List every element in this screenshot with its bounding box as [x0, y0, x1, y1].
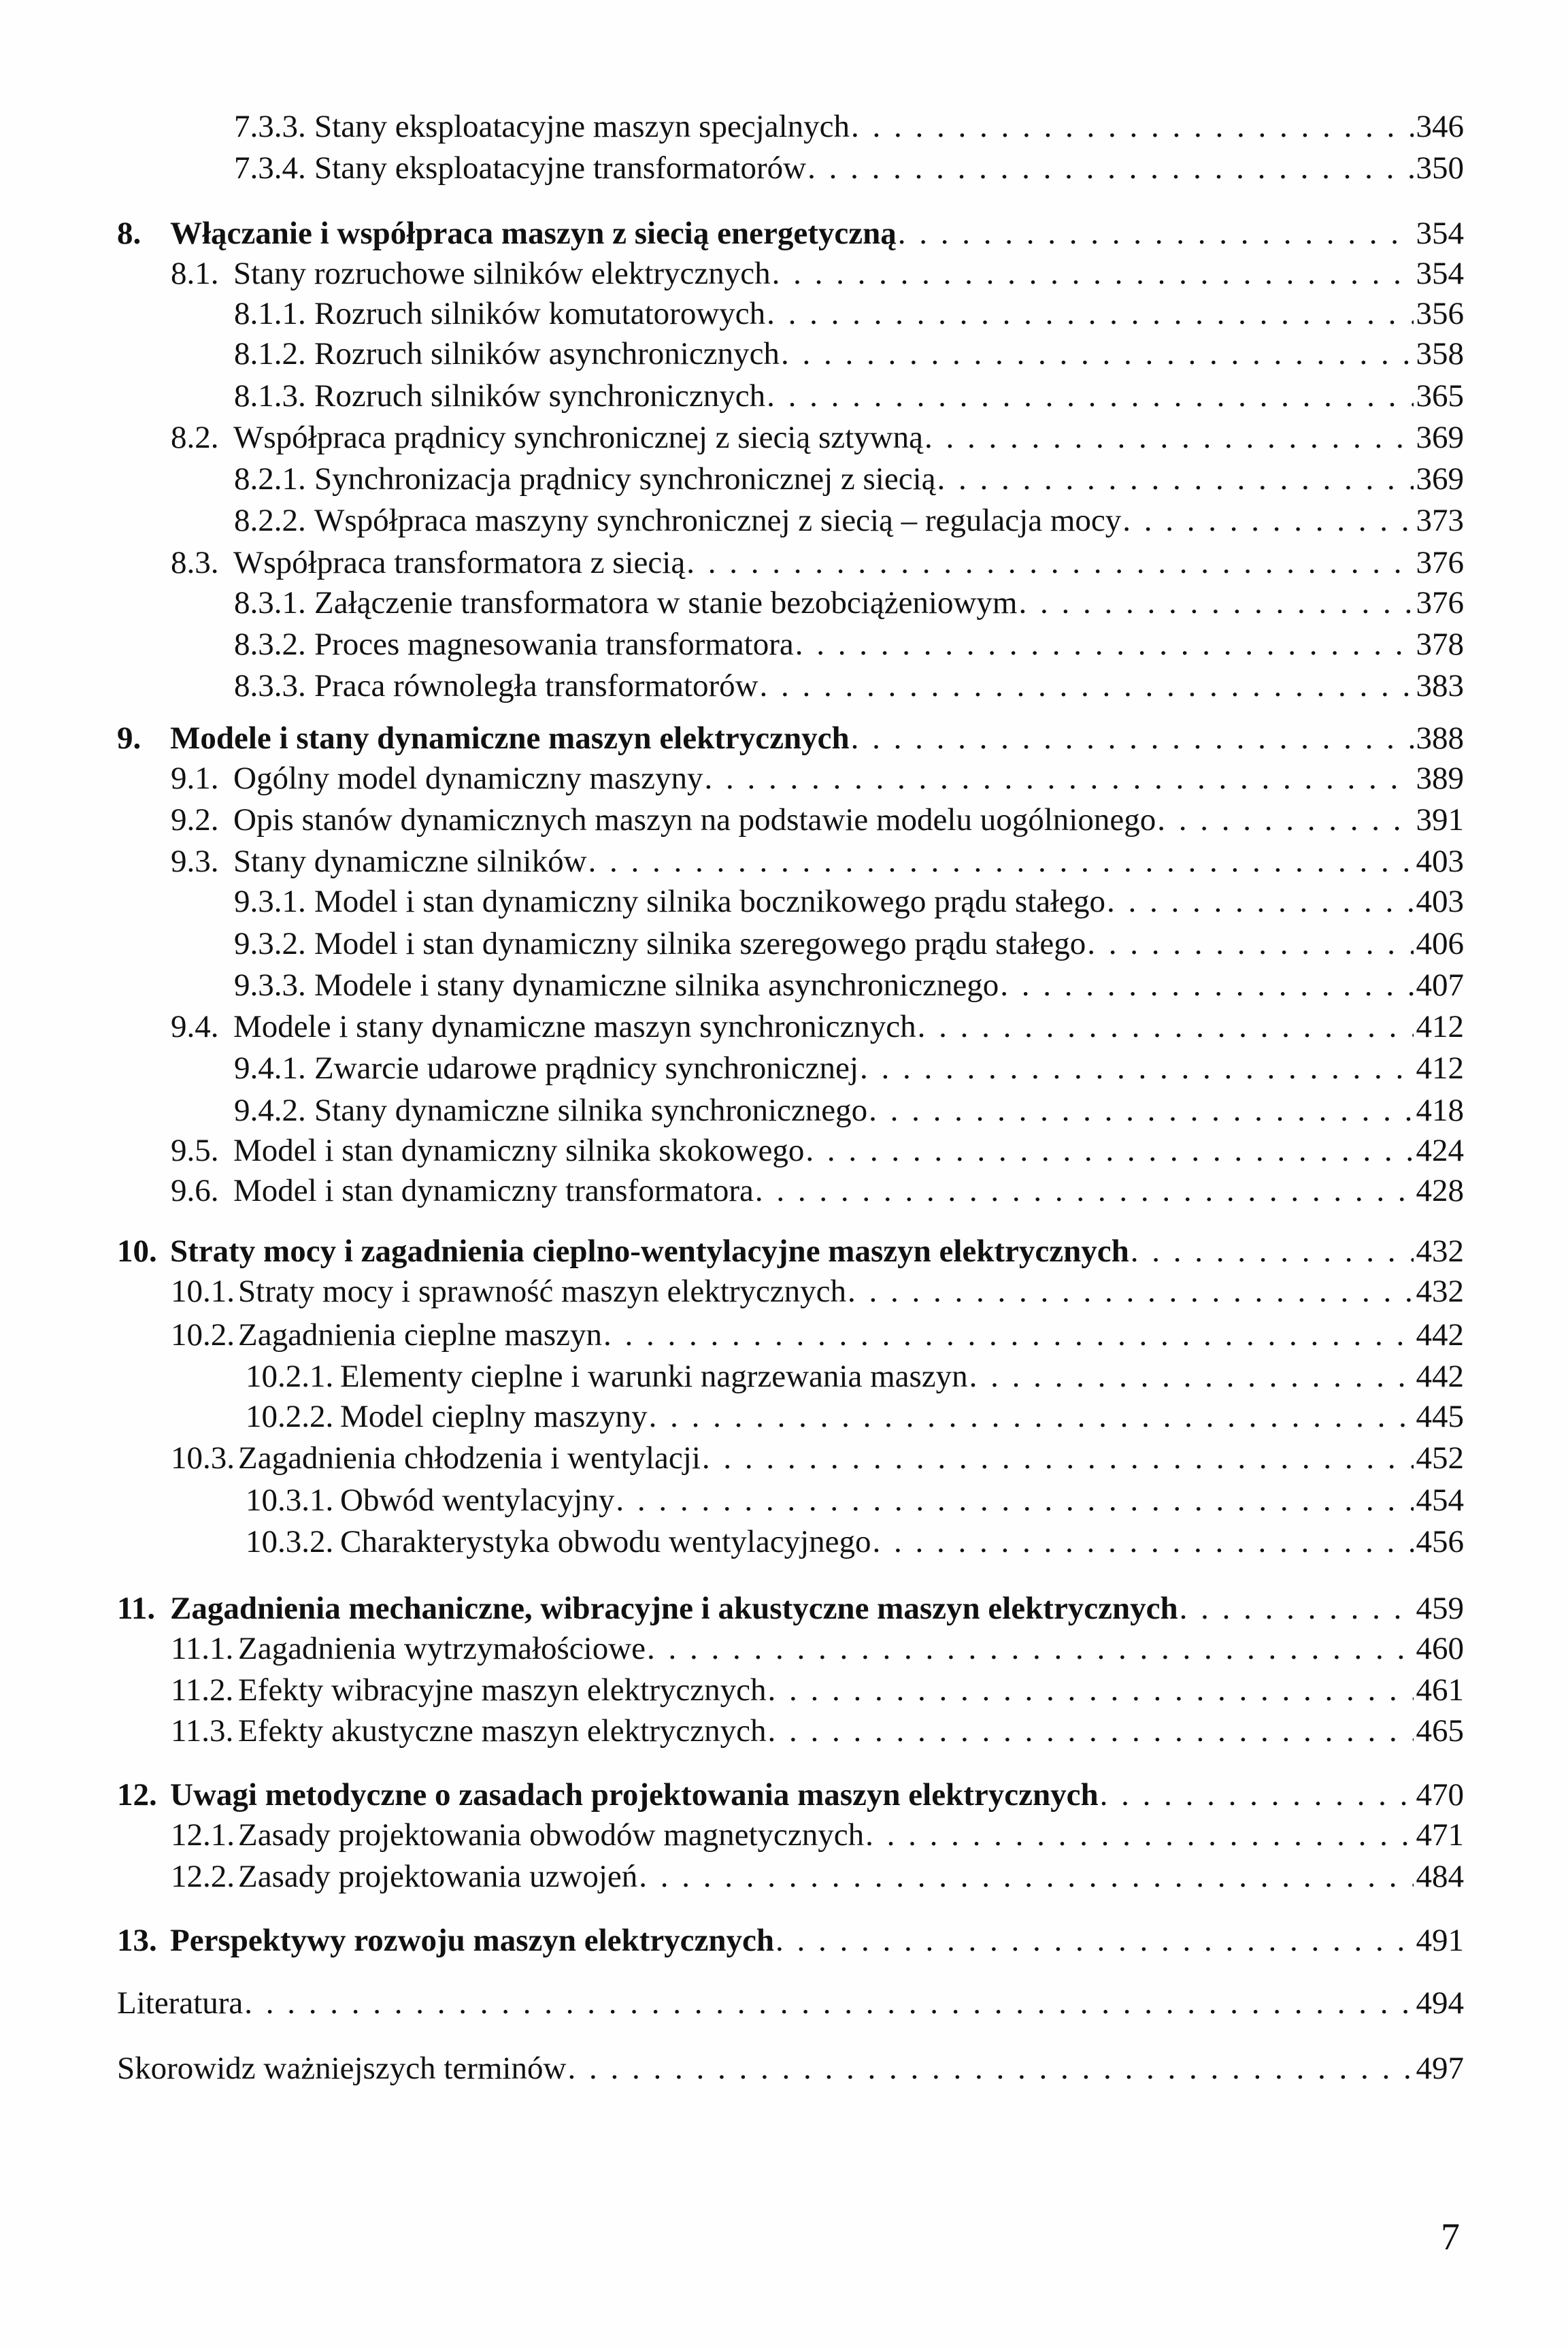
dot-leader — [567, 2048, 1414, 2089]
toc-entry[interactable] — [0, 293, 1568, 334]
section-number: 8.3. — [171, 545, 219, 580]
dot-leader — [781, 333, 1414, 374]
dot-leader — [918, 1006, 1414, 1047]
dot-leader — [686, 542, 1414, 583]
dot-leader — [705, 758, 1414, 799]
dot-leader — [1180, 1588, 1414, 1629]
toc-chapter[interactable] — [0, 213, 1568, 254]
page-ref: 445 — [1416, 1399, 1464, 1434]
section-number: 8.3.1. — [234, 585, 306, 621]
toc-entry[interactable] — [0, 965, 1568, 1006]
dot-leader — [767, 376, 1414, 416]
section-number: 10.2.2. — [246, 1399, 334, 1434]
page-ref: 460 — [1416, 1631, 1464, 1666]
dot-leader — [588, 841, 1414, 882]
toc-entry[interactable] — [0, 1628, 1568, 1669]
dot-leader — [851, 106, 1414, 147]
section-number: 9.4.1. — [234, 1051, 306, 1086]
toc-entry[interactable] — [0, 1314, 1568, 1355]
dot-leader — [1087, 923, 1414, 964]
page-ref: 424 — [1416, 1133, 1464, 1168]
dot-leader — [860, 1048, 1414, 1089]
toc-entry[interactable] — [0, 758, 1568, 799]
section-title: Modele i stany dynamiczne maszyn synchronicznych — [233, 1009, 916, 1044]
page-ref: 459 — [1416, 1591, 1464, 1626]
page-ref: 358 — [1416, 336, 1464, 371]
section-title: Rozruch silników asynchronicznych — [314, 336, 780, 371]
chapter-number: 9. — [117, 721, 141, 756]
section-number: 7.3.4. — [234, 150, 306, 186]
toc-entry[interactable] — [0, 148, 1568, 188]
section-number: 8.1.1. — [234, 296, 306, 331]
section-number: 8.2. — [171, 420, 219, 455]
dot-leader — [702, 1438, 1414, 1478]
section-title: Zagadnienia cieplne maszyn — [238, 1317, 603, 1353]
page-ref: 418 — [1416, 1093, 1464, 1128]
section-title: Współpraca maszyny synchronicznej z siecią – regulacja mocy — [314, 503, 1122, 538]
chapter-title: Zagadnienia mechaniczne, wibracyjne i akustyczne maszyn elektrycznych — [170, 1591, 1178, 1626]
page-ref: 378 — [1416, 627, 1464, 662]
dot-leader — [775, 1920, 1414, 1961]
toc-entry[interactable] — [0, 417, 1568, 458]
page-ref: 452 — [1416, 1440, 1464, 1476]
page-ref: 491 — [1416, 1923, 1464, 1958]
dot-leader — [647, 1628, 1414, 1669]
toc-entry[interactable] — [0, 333, 1568, 374]
toc-entry[interactable] — [0, 1048, 1568, 1089]
section-number: 8.1.3. — [234, 378, 306, 414]
section-title: Stany eksploatacyjne transformatorów — [314, 150, 807, 186]
section-title: Efekty wibracyjne maszyn elektrycznych — [238, 1672, 767, 1708]
page-ref: 497 — [1416, 2051, 1464, 2086]
section-title: Straty mocy i sprawność maszyn elektrycznych — [238, 1274, 847, 1309]
toc-entry[interactable] — [0, 799, 1568, 840]
toc-chapter[interactable] — [0, 718, 1568, 759]
page-ref: 354 — [1416, 216, 1464, 251]
page-ref: 403 — [1416, 844, 1464, 879]
page-ref: 484 — [1416, 1859, 1464, 1894]
section-number: 12.2. — [171, 1859, 235, 1894]
page-ref: 373 — [1416, 503, 1464, 538]
section-title: Skorowidz ważniejszych terminów — [117, 2051, 567, 2086]
section-number: 9.4. — [171, 1009, 219, 1044]
section-number: 11.3. — [171, 1713, 234, 1749]
page-ref: 383 — [1416, 668, 1464, 704]
dot-leader — [767, 1670, 1414, 1710]
dot-leader — [639, 1856, 1414, 1897]
page-ref: 376 — [1416, 545, 1464, 580]
section-number: 10.3. — [171, 1440, 235, 1476]
toc-entry[interactable] — [0, 1271, 1568, 1312]
page-number: 7 — [1441, 2216, 1460, 2258]
section-number: 7.3.3. — [234, 109, 306, 144]
section-number: 9.5. — [171, 1133, 219, 1168]
section-title: Stany eksploatacyjne maszyn specjalnych — [314, 109, 850, 144]
section-title: Współpraca transformatora z siecią — [233, 545, 686, 580]
chapter-title: Włączanie i współpraca maszyn z siecią energetyczną — [170, 216, 897, 251]
page-ref: 442 — [1416, 1359, 1464, 1394]
section-title: Model i stan dynamiczny transformatora — [233, 1173, 754, 1208]
toc-entry[interactable] — [0, 376, 1568, 416]
section-number: 8.1.2. — [234, 336, 306, 371]
section-number: 8.2.1. — [234, 461, 306, 497]
section-number: 9.3. — [171, 844, 219, 879]
dot-leader — [1019, 582, 1414, 623]
dot-leader — [755, 1170, 1414, 1211]
toc-entry[interactable] — [0, 253, 1568, 294]
toc-entry[interactable] — [0, 1480, 1568, 1521]
page-ref: 465 — [1416, 1713, 1464, 1749]
toc-chapter[interactable] — [0, 1920, 1568, 1961]
toc-chapter[interactable] — [0, 1231, 1568, 1272]
section-title: Zasady projektowania obwodów magnetycznych — [238, 1817, 865, 1853]
section-number: 8.1. — [171, 256, 219, 291]
section-title: Obwód wentylacyjny — [340, 1483, 615, 1518]
toc-entry[interactable] — [0, 500, 1568, 541]
section-title: Model i stan dynamiczny silnika szeregowego prądu stałego — [314, 926, 1086, 961]
page-ref: 412 — [1416, 1051, 1464, 1086]
chapter-title: Modele i stany dynamiczne maszyn elektrycznych — [170, 721, 850, 756]
section-title: Literatura — [117, 1985, 244, 2021]
dot-leader — [1122, 500, 1414, 541]
toc-entry-literature[interactable] — [0, 1983, 1568, 2023]
page-ref: 388 — [1416, 721, 1464, 756]
section-number: 11.1. — [171, 1631, 234, 1666]
section-number: 10.3.2. — [246, 1524, 334, 1559]
section-title: Efekty akustyczne maszyn elektrycznych — [238, 1713, 767, 1749]
page-ref: 432 — [1416, 1234, 1464, 1269]
dot-leader — [807, 148, 1414, 188]
toc-entry[interactable] — [0, 1130, 1568, 1171]
page-ref: 365 — [1416, 378, 1464, 414]
page-ref: 494 — [1416, 1985, 1464, 2021]
dot-leader — [869, 1090, 1414, 1131]
toc-entry[interactable] — [0, 459, 1568, 499]
dot-leader — [851, 718, 1414, 759]
page-ref: 456 — [1416, 1524, 1464, 1559]
chapter-number: 8. — [117, 216, 141, 251]
section-number: 9.1. — [171, 761, 219, 796]
page-ref: 470 — [1416, 1777, 1464, 1813]
page-ref: 412 — [1416, 1009, 1464, 1044]
section-title: Ogólny model dynamiczny maszyny — [233, 761, 703, 796]
section-number: 9.2. — [171, 802, 219, 838]
toc-entry[interactable] — [0, 1006, 1568, 1047]
page-ref: 428 — [1416, 1173, 1464, 1208]
toc-entry[interactable] — [0, 1710, 1568, 1751]
page-ref: 391 — [1416, 802, 1464, 838]
page-ref: 389 — [1416, 761, 1464, 796]
section-number: 10.1. — [171, 1274, 235, 1309]
section-number: 9.6. — [171, 1173, 219, 1208]
dot-leader — [805, 1130, 1414, 1171]
page-ref: 350 — [1416, 150, 1464, 186]
section-title: Model i stan dynamiczny silnika skokowego — [233, 1133, 805, 1168]
chapter-number: 10. — [117, 1234, 157, 1269]
dot-leader — [649, 1396, 1414, 1437]
page-ref: 471 — [1416, 1817, 1464, 1853]
section-number: 12.1. — [171, 1817, 235, 1853]
toc-entry[interactable] — [0, 1396, 1568, 1437]
dot-leader — [1157, 799, 1414, 840]
page-ref: 369 — [1416, 420, 1464, 455]
toc-entry[interactable] — [0, 1856, 1568, 1897]
toc-entry[interactable] — [0, 582, 1568, 623]
dot-leader — [767, 293, 1414, 334]
chapter-number: 12. — [117, 1777, 157, 1813]
toc-entry[interactable] — [0, 1521, 1568, 1562]
section-number: 9.3.2. — [234, 926, 306, 961]
section-number: 8.3.3. — [234, 668, 306, 704]
page-ref: 369 — [1416, 461, 1464, 497]
dot-leader — [603, 1314, 1414, 1355]
section-title: Praca równoległa transformatorów — [314, 668, 758, 704]
dot-leader — [767, 1710, 1414, 1751]
page-ref: 461 — [1416, 1672, 1464, 1708]
dot-leader — [1107, 881, 1414, 922]
chapter-number: 13. — [117, 1923, 157, 1958]
toc-entry[interactable] — [0, 881, 1568, 922]
toc-entry-index[interactable] — [0, 2048, 1568, 2089]
page-ref: 454 — [1416, 1483, 1464, 1518]
dot-leader — [244, 1983, 1414, 2023]
dot-leader — [898, 213, 1414, 254]
page-ref: 346 — [1416, 109, 1464, 144]
page-ref: 356 — [1416, 296, 1464, 331]
section-number: 10.2. — [171, 1317, 235, 1353]
dot-leader — [937, 459, 1414, 499]
section-title: Proces magnesowania transformatora — [314, 627, 794, 662]
dot-leader — [1131, 1231, 1414, 1272]
section-title: Załączenie transformatora w stanie bezobciążeniowym — [314, 585, 1018, 621]
section-number: 9.3.1. — [234, 884, 306, 919]
section-title: Rozruch silników komutatorowych — [314, 296, 766, 331]
section-title: Model i stan dynamiczny silnika bocznikowego prądu stałego — [314, 884, 1105, 919]
section-title: Elementy cieplne i warunki nagrzewania maszyn — [340, 1359, 968, 1394]
dot-leader — [865, 1815, 1414, 1855]
page-ref: 403 — [1416, 884, 1464, 919]
section-title: Synchronizacja prądnicy synchronicznej z siecią — [314, 461, 936, 497]
dot-leader — [616, 1480, 1414, 1521]
section-number: 10.2.1. — [246, 1359, 334, 1394]
section-title: Model cieplny maszyny — [340, 1399, 648, 1434]
toc-entry[interactable] — [0, 923, 1568, 964]
toc-chapter[interactable] — [0, 1588, 1568, 1629]
page-ref: 354 — [1416, 256, 1464, 291]
page-ref: 406 — [1416, 926, 1464, 961]
toc-entry[interactable] — [0, 1170, 1568, 1211]
dot-leader — [924, 417, 1414, 458]
toc-entry[interactable] — [0, 1356, 1568, 1397]
section-number: 9.3.3. — [234, 968, 306, 1003]
toc-entry[interactable] — [0, 624, 1568, 665]
section-title: Opis stanów dynamicznych maszyn na podstawie modelu uogólnionego — [233, 802, 1156, 838]
toc-entry[interactable] — [0, 542, 1568, 583]
toc-entry[interactable] — [0, 106, 1568, 147]
chapter-title: Uwagi metodyczne o zasadach projektowania maszyn elektrycznych — [170, 1777, 1099, 1813]
section-number: 11.2. — [171, 1672, 234, 1708]
section-title: Stany dynamiczne silnika synchronicznego — [314, 1093, 868, 1128]
section-title: Zagadnienia wytrzymałościowe — [238, 1631, 646, 1666]
page-ref: 407 — [1416, 968, 1464, 1003]
section-title: Stany rozruchowe silników elektrycznych — [233, 256, 771, 291]
chapter-title: Straty mocy i zagadnienia cieplno-wentylacyjne maszyn elektrycznych — [170, 1234, 1129, 1269]
section-number: 10.3.1. — [246, 1483, 334, 1518]
chapter-number: 11. — [117, 1591, 156, 1626]
dot-leader — [760, 665, 1414, 706]
toc-entry[interactable] — [0, 665, 1568, 706]
section-number: 9.4.2. — [234, 1093, 306, 1128]
section-title: Modele i stany dynamiczne silnika asynchronicznego — [314, 968, 999, 1003]
page-ref: 432 — [1416, 1274, 1464, 1309]
dot-leader — [873, 1521, 1414, 1562]
section-number: 8.3.2. — [234, 627, 306, 662]
dot-leader — [969, 1356, 1414, 1397]
section-title: Charakterystyka obwodu wentylacyjnego — [340, 1524, 871, 1559]
dot-leader — [1100, 1774, 1414, 1815]
toc-entry[interactable] — [0, 841, 1568, 882]
section-title: Współpraca prądnicy synchronicznej z siecią sztywną — [233, 420, 923, 455]
dot-leader — [848, 1271, 1414, 1312]
section-number: 8.2.2. — [234, 503, 306, 538]
toc-chapter[interactable] — [0, 1774, 1568, 1815]
dot-leader — [795, 624, 1414, 665]
dot-leader — [1000, 965, 1414, 1006]
toc-entry[interactable] — [0, 1670, 1568, 1710]
page-ref: 442 — [1416, 1317, 1464, 1353]
chapter-title: Perspektywy rozwoju maszyn elektrycznych — [170, 1923, 775, 1958]
section-title: Zagadnienia chłodzenia i wentylacji — [238, 1440, 701, 1476]
section-title: Zasady projektowania uzwojeń — [238, 1859, 638, 1894]
toc-entry[interactable] — [0, 1090, 1568, 1131]
page-ref: 376 — [1416, 585, 1464, 621]
toc-entry[interactable] — [0, 1438, 1568, 1478]
section-title: Rozruch silników synchronicznych — [314, 378, 766, 414]
section-title: Stany dynamiczne silników — [233, 844, 587, 879]
toc-entry[interactable] — [0, 1815, 1568, 1855]
section-title: Zwarcie udarowe prądnicy synchronicznej — [314, 1051, 858, 1086]
dot-leader — [772, 253, 1414, 294]
